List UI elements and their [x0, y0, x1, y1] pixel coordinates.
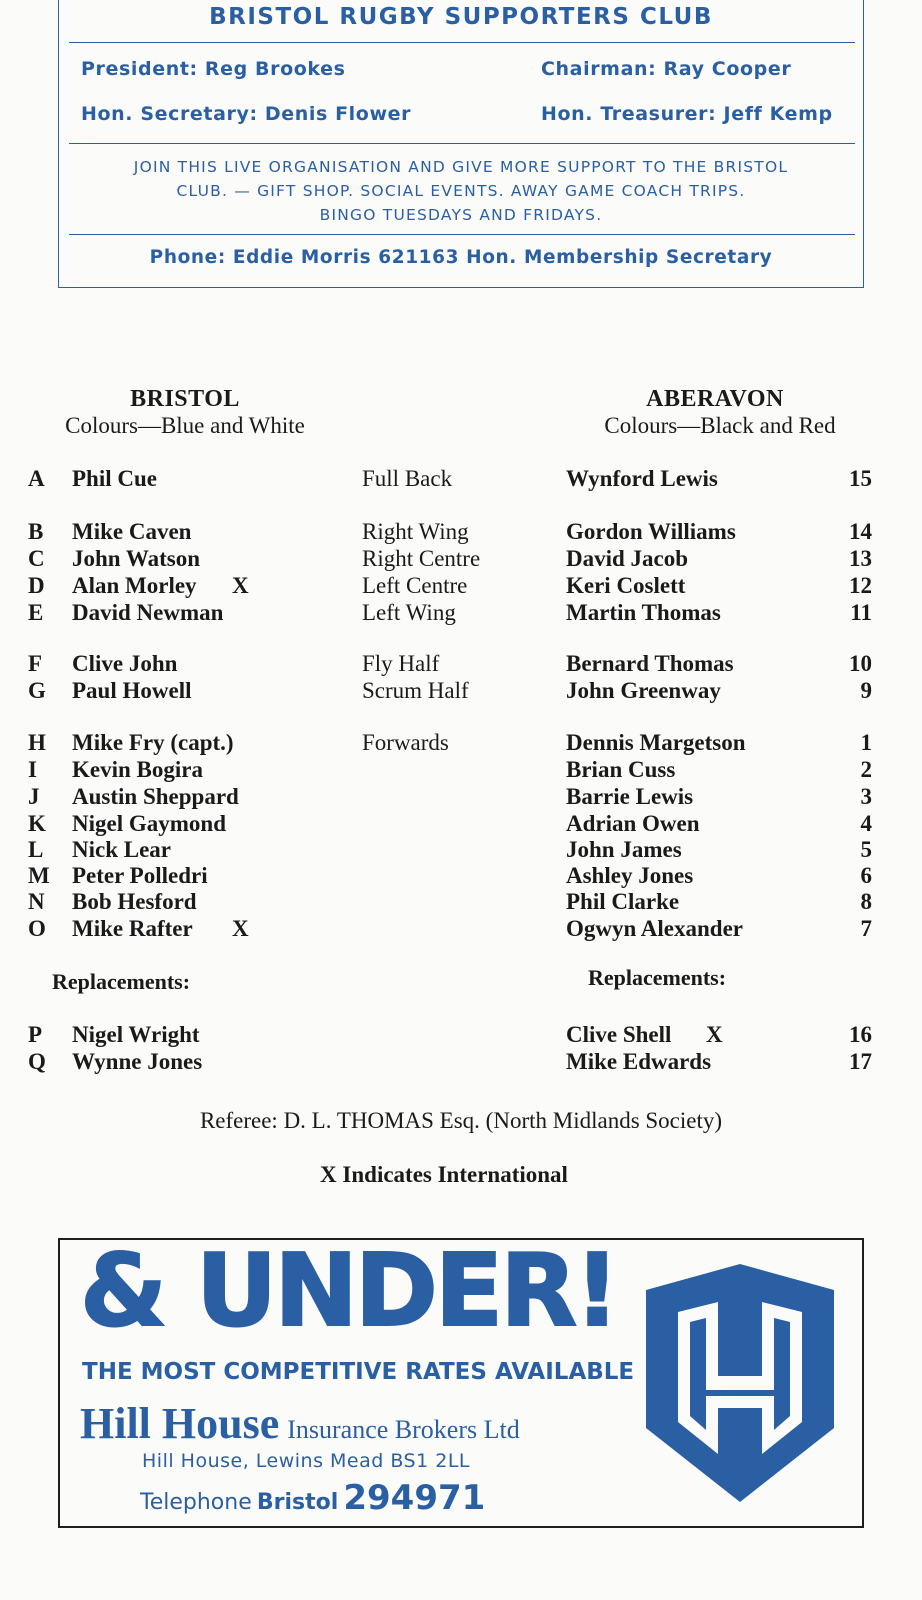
advert-company-suffix: Insurance Brokers Ltd: [287, 1415, 520, 1444]
away-replacements-heading: Replacements:: [588, 965, 727, 990]
referee-line: Referee: D. L. THOMAS Esq. (North Midlands Society): [199, 1108, 723, 1133]
player-number: 13: [849, 546, 872, 571]
bristol-player: Mike Fry (capt.): [72, 730, 234, 755]
aberavon-player: Martin Thomas: [566, 600, 721, 625]
player-number: 4: [860, 811, 872, 836]
player-letter: O: [28, 916, 46, 941]
player-number: 1: [860, 730, 872, 755]
bristol-player: Alan Morley: [72, 573, 197, 598]
home-team-colours: Colours—Blue and White: [65, 413, 305, 438]
replacement-row: [0, 1022, 922, 1048]
position-label: Left Wing: [362, 600, 456, 625]
player-number: 11: [850, 600, 872, 625]
advert-tagline: THE MOST COMPETITIVE RATES AVAILABLE: [82, 1359, 635, 1385]
international-mark: X: [706, 1022, 723, 1047]
lineup-row: [0, 546, 922, 572]
advert-phone-label: Telephone: [140, 1490, 252, 1515]
away-team-colours: Colours—Black and Red: [604, 413, 836, 438]
position-label: Scrum Half: [362, 678, 469, 703]
position-label: Right Centre: [362, 546, 481, 571]
player-letter: K: [28, 811, 46, 836]
bristol-player: Austin Sheppard: [72, 784, 239, 809]
player-letter: P: [28, 1022, 43, 1047]
aberavon-player: Bernard Thomas: [566, 651, 734, 676]
aberavon-player: Ashley Jones: [566, 863, 694, 888]
player-letter: E: [28, 600, 44, 625]
lineup-row: [0, 916, 922, 942]
away-team-name: ABERAVON: [646, 386, 784, 412]
bristol-player: Mike Rafter: [72, 916, 193, 941]
replacement-row: [0, 1049, 922, 1075]
home-team-name: BRISTOL: [130, 386, 240, 412]
player-letter: I: [28, 757, 37, 782]
aberavon-player: Mike Edwards: [566, 1049, 712, 1074]
advert-phone-number: 294971: [343, 1478, 486, 1518]
position-label: Fly Half: [362, 651, 440, 676]
player-letter: B: [28, 519, 44, 544]
lineup-row: [0, 757, 922, 783]
club-secretary: Hon. Secretary: Denis Flower: [81, 103, 412, 125]
advert-phone: [140, 1478, 485, 1518]
lineup-row: [0, 889, 922, 915]
aberavon-player: Brian Cuss: [566, 757, 676, 782]
player-number: 5: [860, 837, 872, 862]
bristol-player: Nick Lear: [72, 837, 172, 862]
lineup-row: [0, 730, 922, 756]
aberavon-player: Phil Clarke: [566, 889, 680, 914]
advert-headline: & UNDER!: [80, 1232, 617, 1349]
lineup-row: [0, 863, 922, 889]
club-title: BRISTOL RUGBY SUPPORTERS CLUB: [209, 4, 713, 30]
player-number: 14: [849, 519, 872, 544]
bristol-player: Nigel Wright: [72, 1022, 200, 1047]
home-replacements-heading: Replacements:: [52, 969, 191, 994]
player-number: 2: [860, 757, 872, 782]
player-letter: J: [28, 784, 40, 809]
advert-phone-city: Bristol: [256, 1490, 339, 1515]
player-letter: N: [28, 889, 45, 914]
aberavon-player: John James: [566, 837, 682, 862]
advert-address: Hill House, Lewins Mead BS1 2LL: [142, 1450, 470, 1472]
aberavon-player: Keri Coslett: [566, 573, 686, 598]
player-letter: Q: [28, 1049, 46, 1074]
aberavon-player: David Jacob: [566, 546, 689, 571]
player-letter: H: [28, 730, 46, 755]
position-label: Full Back: [362, 466, 453, 491]
player-number: 15: [849, 466, 872, 491]
hill-house-shield-logo-icon: [640, 1258, 840, 1508]
player-number: 7: [860, 916, 872, 941]
international-note: X Indicates International: [320, 1162, 568, 1187]
player-number: 16: [849, 1022, 872, 1047]
club-chairman: Chairman: Ray Cooper: [541, 58, 792, 80]
aberavon-player: Barrie Lewis: [566, 784, 694, 809]
club-president: President: Reg Brookes: [81, 58, 346, 80]
player-number: 6: [860, 863, 872, 888]
club-treasurer: Hon. Treasurer: Jeff Kemp: [541, 103, 833, 125]
aberavon-player: Adrian Owen: [566, 811, 700, 836]
advert-company-name: Hill House: [80, 1399, 280, 1448]
position-label: Right Wing: [362, 519, 469, 544]
divider: [69, 234, 855, 235]
international-mark: X: [232, 916, 249, 941]
lineup-row: [0, 811, 922, 837]
lineup-row: [0, 651, 922, 677]
club-blurb-line: JOIN THIS LIVE ORGANISATION AND GIVE MORE SUPPORT TO THE BRISTOL: [133, 158, 789, 176]
bristol-player: Kevin Bogira: [72, 757, 203, 782]
aberavon-player: John Greenway: [566, 678, 721, 703]
bristol-player: Peter Polledri: [72, 863, 208, 888]
bristol-player: Mike Caven: [72, 519, 192, 544]
club-blurb-line: CLUB. — GIFT SHOP. SOCIAL EVENTS. AWAY GAME COACH TRIPS.: [176, 182, 746, 200]
aberavon-player: Clive Shell: [566, 1022, 672, 1047]
supporters-club-panel: [58, 0, 864, 288]
hill-house-advert: [58, 1232, 864, 1528]
bristol-player: Clive John: [72, 651, 178, 676]
player-number: 8: [860, 889, 872, 914]
bristol-player: John Watson: [72, 546, 201, 571]
aberavon-player: Gordon Williams: [566, 519, 736, 544]
player-letter: M: [28, 863, 50, 888]
bristol-player: Nigel Gaymond: [72, 811, 226, 836]
lineup-row: [0, 573, 922, 599]
divider: [69, 143, 855, 144]
bristol-player: Bob Hesford: [72, 889, 197, 914]
player-number: 10: [849, 651, 872, 676]
player-letter: F: [28, 651, 43, 676]
player-number: 17: [849, 1049, 872, 1074]
international-mark: X: [232, 573, 249, 598]
lineup-row: [0, 784, 922, 810]
player-number: 3: [860, 784, 872, 809]
position-label: Left Centre: [362, 573, 468, 598]
aberavon-player: Wynford Lewis: [566, 466, 718, 491]
player-letter: L: [28, 837, 44, 862]
divider: [69, 42, 855, 43]
aberavon-player: Ogwyn Alexander: [566, 916, 743, 941]
player-number: 12: [849, 573, 872, 598]
lineup-row: [0, 678, 922, 704]
player-letter: G: [28, 678, 46, 703]
position-label: Forwards: [362, 730, 449, 755]
lineup-row: [0, 837, 922, 863]
player-letter: A: [28, 466, 45, 491]
lineup-row: [0, 600, 922, 626]
lineup-row: [0, 519, 922, 545]
lineup-row: [0, 466, 922, 492]
player-letter: D: [28, 573, 45, 598]
advert-company: [80, 1398, 520, 1449]
bristol-player: David Newman: [72, 600, 224, 625]
club-phone: Phone: Eddie Morris 621163 Hon. Membership Secretary: [149, 247, 773, 268]
bristol-player: Wynne Jones: [72, 1049, 203, 1074]
club-blurb: [73, 155, 849, 227]
bristol-player: Paul Howell: [72, 678, 192, 703]
aberavon-player: Dennis Margetson: [566, 730, 746, 755]
club-blurb-line: BINGO TUESDAYS AND FRIDAYS.: [319, 206, 603, 224]
player-number: 9: [860, 678, 872, 703]
bristol-player: Phil Cue: [72, 466, 157, 491]
player-letter: C: [28, 546, 45, 571]
